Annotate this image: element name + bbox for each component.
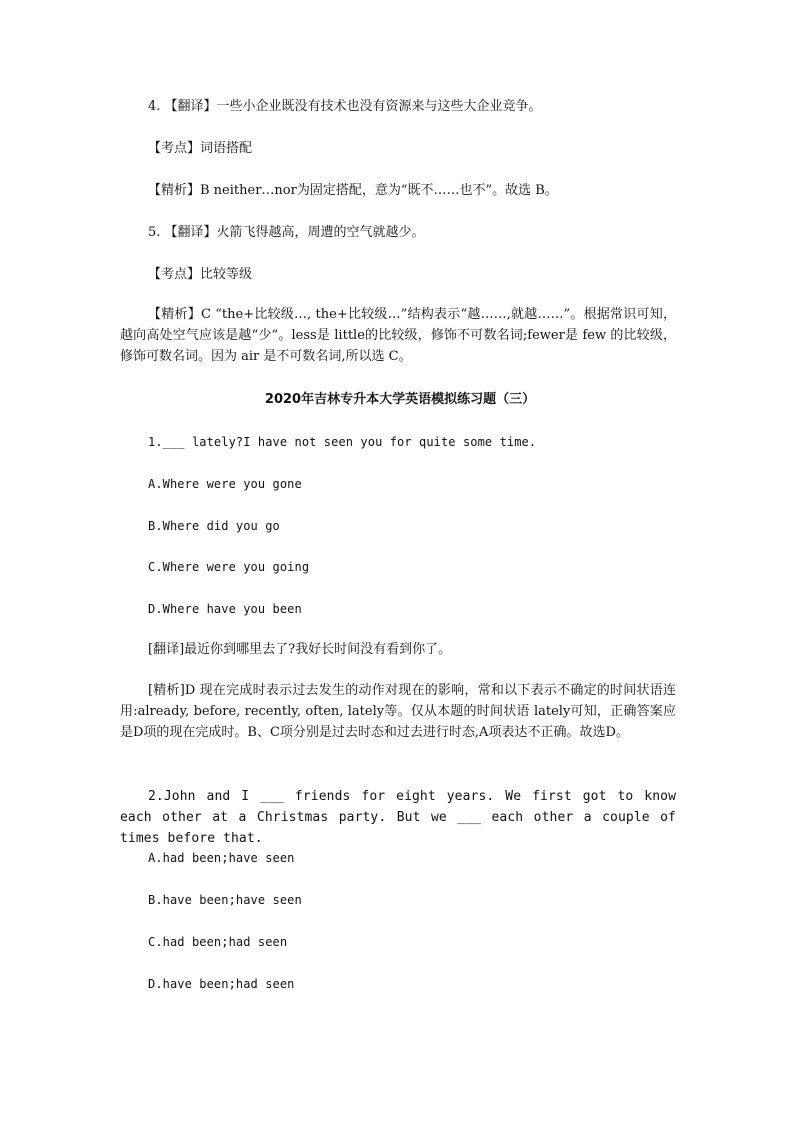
q4-point: 【考点】词语搭配: [148, 141, 253, 156]
q1-analysis: [精析]D 现在完成时表示过去发生的动作对现在的影响，常和以下表示不确定的时间状语连用:already, before, recently, often, lately等。仅从本题的时间状语 lately可知，正确答案应是D项的现在完成时。B、C项分别是过去时态和过去进行时态,A项表达不正确。故选D。: [120, 683, 676, 740]
q2-option-b: B.have been;have seen: [148, 893, 302, 907]
q1-option-a: A.Where were you gone: [148, 477, 302, 491]
q1-stem: 1.___ lately?I have not seen you for quite some time.: [148, 435, 537, 449]
q1-option-b: B.Where did you go: [148, 519, 280, 533]
q5-translation: 5. 【翻译】火箭飞得越高，周遭的空气就越少。: [148, 225, 425, 240]
q5-analysis: 【精析】C “the+比较级…, the+比较级…”结构表示“越……,就越……”。根据常识可知，越向高处空气应该是越“少”。less是 little的比较级，修饰不可数名词;fewer是 few 的比较级，修饰可数名词。因为 air 是不可数名词,所以选 C。: [120, 307, 676, 364]
q1-translation: [翻译]最近你到哪里去了?我好长时间没有看到你了。: [148, 642, 452, 657]
q2-option-a: A.had been;have seen: [148, 851, 295, 865]
section-title: 2020年吉林专升本大学英语模拟练习题（三）: [264, 392, 536, 407]
q1-option-d: D.Where have you been: [148, 602, 302, 616]
q5-point: 【考点】比较等级: [148, 267, 253, 282]
q2-stem: 2.John and I ___ friends for eight years. We first got to know each other at a Christmas party. But we ___ each other a couple of times before that.: [120, 789, 676, 846]
q4-translation: 4. 【翻译】一些小企业既没有技术也没有资源来与这些大企业竞争。: [148, 99, 542, 114]
q4-analysis: 【精析】B neither…nor为固定搭配，意为“既不……也不”。故选 B。: [148, 183, 558, 198]
q2-option-d: D.have been;had seen: [148, 977, 295, 991]
q1-option-c: C.Where were you going: [148, 560, 310, 574]
q2-option-c: C.had been;had seen: [148, 935, 288, 949]
